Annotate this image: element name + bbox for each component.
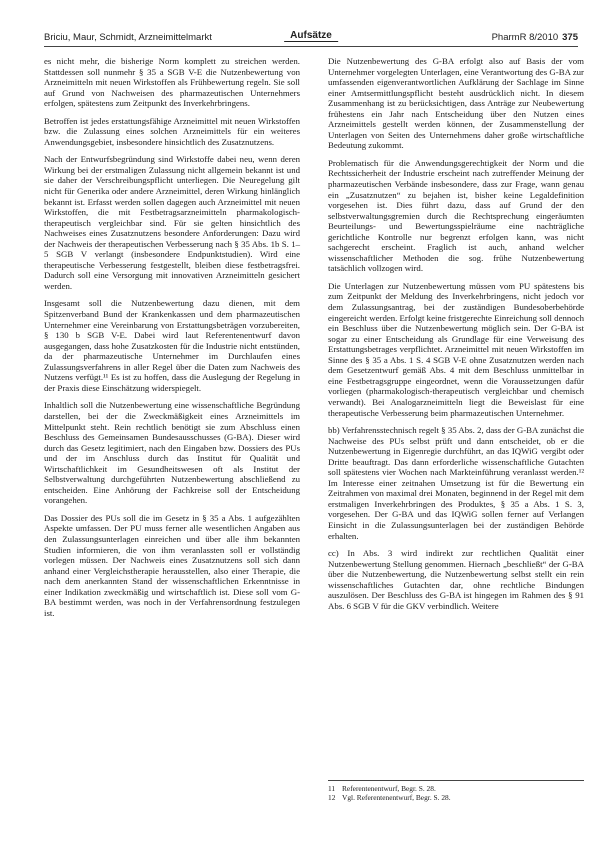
paragraph: Das Dossier des PUs soll die im Gesetz in § 35 a Abs. 1 aufgezählten Aspekte umfassen. Der PU muss ferner alle wesentlichen Angaben aus den Zulassungsunterlagen einreichen und über alle ihm bekannten Studien informieren, die von ihm veranlassten soll er vollständig vorlegen müssen. Der Nachweis eines Zusatznutzens soll sich dann anhand einer Vergleichstherapie herausstellen, also einer Therapie, die nach dem anerkannten Stand der wissenschaftlichen Erkenntnisse in einer Indikation zweckmäßig und wirtschaftlich ist. Diese soll vom G-BA bestimmt werden, was noch in der Verfahrensordnung festzulegen ist.	[44, 512, 300, 618]
paragraph: Die Unterlagen zur Nutzenbewertung müssen vom PU spätestens bis zum Zeitpunkt der Meldung des Inverkehrbringens, nicht jedoch vor dem Zulassungsantrag, bei der zuständigen Bundesoberbehörde eingereicht werden. Erfolgt keine fristgerechte Einreichung soll dennoch ein Beschluss über die Nutzenbewertung möglich sein. Der G-BA ist sogar zu einer Entscheidung als Grundlage für eine Verweisung des Erstattungsbetrages verpflichtet. Arzneimittel mit neuen Wirkstoffen im Sinne des § 35 a Abs. 1 S. 4 SGB V-E ohne Zusatznutzen werden nach dem Gesetzentwurf gemäß Abs. 4 mit dem Beschluss unmittelbar in eine Festbetragsgruppe eingeordnet, wenn die Voraussetzungen dafür vorliegen (pharmakologisch-therapeutisch vergleichbar und chemisch verwandt). Bei Analogarzneimitteln liegt die Beweislast für eine therapeutische Verbesserung beim pharmazeutischen Unternehmer.	[328, 280, 584, 418]
footnotes	[328, 780, 584, 803]
paragraph: cc) In Abs. 3 wird indirekt zur rechtlichen Qualität einer Nutzenbewertung Stellung genommen. Hiernach „beschließt“ der G-BA über die Nutzenbewertung, die Nutzenbewertung selbst stellt ein rein wissenschaftliches Gutachten dar, ohne rechtliche Bindungen auszulösen. Der Beschluss des G-BA ist hingegen im Rahmen des § 91 Abs. 6 SGB V für die GKV verbindlich. Weitere	[328, 548, 584, 611]
footnote-text: Referentenentwurf, Begr. S. 28.	[342, 784, 436, 793]
paragraph: Insgesamt soll die Nutzenbewertung dazu dienen, mit dem Spitzenverband Bund der Krankenkassen und dem pharmazeutischen Unternehmer eine Vereinbarung von Erstattungsbeträgen vorzubereiten, § 130 b SGB V-E. Dabei wird laut Referentenentwurf davon ausgegangen, dass hohe Zusatzkosten für die Industrie nicht entstünden, da der pharmazeutische Unternehmer im Durchlaufen eines Zulassungsverfahrens in aller Regel über die Daten zum Nachweis des Nutzens verfügt.¹¹ Es ist zu hoffen, dass die Auslegung der Regelung in der Praxis diese Einschätzung widerspiegelt.	[44, 298, 300, 393]
journal-issue: PharmR 8/2010	[491, 32, 559, 43]
paragraph: Problematisch für die Anwendungsgerechtigkeit der Norm und die Rechtssicherheit der Industrie erscheint nach zutreffender Meinung der pharmazeutischen Verbände insbesondere, dass zur Frage, wann genau ein „Zusatznutzen“ zu bejahen ist, bisher keine Legaldefinition vorgesehen ist. Dies führt dazu, dass auf Grund der den selbstverwaltungsgremien durch die Rechtsprechung eingeräumten Beurteilungs- und Bewertungsspielräume eine nachträgliche gerichtliche Kontrolle nur begrenzt erfolgen kann, was nicht sachgerecht erscheint. Fraglich ist auch, anhand welcher wissenschaftlicher Methoden die sog. frühe Nutzenbewertung tatsächlich vollzogen wird.	[328, 157, 584, 274]
paragraph: bb) Verfahrensstechnisch regelt § 35 Abs. 2, dass der G-BA zunächst die Nachweise des PUs selbst prüft und dann entscheidet, ob er die Nutzenbewertung in Eigenregie durchführt, an das IQWiG vergibt oder Dritte beauftragt. Das dann erforderliche wissenschaftliche Gutachten soll spätestens vier Wochen nach Markteinführung veranlasst werden.¹² Im Interesse einer zeitnahen Umsetzung ist für die Bewertung ein Zeitrahmen von maximal drei Monaten, beginnend in der Regel mit dem erstmaligen Inverkehrbringen des Produktes, § 35 a Abs. 1 S. 3, vorgesehen. Der G-BA und das IQWiG sollen ferner auf Verlangen Einsicht in die Zulassungsunterlagen bei der zuständigen Behörde erhalten.	[328, 425, 584, 541]
footnote-number: 12	[328, 793, 336, 803]
journal-reference	[492, 32, 578, 43]
running-header-authors: Briciu, Maur, Schmidt, Arzneimittelmarkt	[44, 32, 212, 43]
left-column	[44, 56, 300, 625]
footnote-text: Vgl. Referentenentwurf, Begr. S. 28.	[342, 793, 451, 803]
paragraph: Nach der Entwurfsbegründung sind Wirkstoffe dabei neu, wenn deren Wirkung bei der erstmaligen Zulassung nicht allgemein bekannt ist und sie daher der Verschreibungspflicht unterliegen. Die Neuregelung gilt nicht für Generika oder andere Arzneimittel, deren Wirkung hinlänglich bekannt ist. Erfasst werden sollen dagegen auch Arzneimittel mit neuen Wirkstoffen, die mit Festbetragsarzneimitteln pharmakologisch-therapeutisch vergleichbar sind. Für sie gelten hinsichtlich des Nachweises eines Zusatznutzens besondere Anforderungen: Dazu wird der Nachweis der therapeutischen Verbesserung nach § 35 Abs. 1b S. 1–5 SGB V verlangt (insbesondere Endpunktstudien). Wird eine therapeutische Verbesserung festgestellt, bleiben diese festbetragsfrei. Dadurch soll eine Versorgung mit innovativen Arzneimitteln gesichert werden.	[44, 154, 300, 291]
footnote	[328, 784, 584, 793]
page-number: 375	[562, 32, 578, 43]
footnote-number: 11	[328, 784, 336, 793]
header-rule	[44, 46, 578, 47]
right-column	[328, 56, 584, 618]
section-title: Aufsätze	[284, 30, 338, 42]
paragraph: es nicht mehr, die bisherige Norm komplett zu streichen werden. Stattdessen soll nunmehr § 35 a SGB V-E die Nutzenbewertung von Arzneimitteln mit neuen Wirkstoffen als Frühbewertung regeln. Sie soll auf Grund von Nachweisen des pharmazeutischen Unternehmers erfolgen, spätestens zum Zeitpunkt des Inverkehrbringens.	[44, 56, 300, 109]
paragraph: Die Nutzenbewertung des G-BA erfolgt also auf Basis der vom Unternehmer vorgelegten Unterlagen, eine Verantwortung des G-BA zur umfassenden eigenverantwortlichen Aufklärung der Sachlage im Sinne einer Amtsermittlungspflicht besteht ausdrücklich nicht. In diesem Zusammenhang ist zu berücksichtigen, dass Anträge zur Neubewertung frühestens ein Jahr nach Entscheidung über den Nutzen eines Arzneimittels gestellt werden können, der Zusammenstellung der Unterlagen von Seiten des Unternehmens daher große wirtschaftliche Bedeutung zukommt.	[328, 56, 584, 151]
paragraph: Inhaltlich soll die Nutzenbewertung eine wissenschaftliche Begründung darstellen, bei der die Zweckmäßigkeit eines Arzneimittels im Mittelpunkt steht. Rein rechtlich benötigt sie zum Abschluss einen Beschluss des Gemeinsamen Bundesausschusses (G-BA). Dieser wird durch das Gesetz legitimiert, nach den Eingaben bzw. Dossiers des PUs und der im Anschluss durch das Institut für Qualität und Wirtschaftlichkeit im Gesundheitswesen oft als Institut der Selbstverwaltung durchgeführten Nutzenbewertung abschließend zu entscheiden. Eine Anhörung der Fachkreise soll der Entscheidung vorangehen.	[44, 400, 300, 506]
footnote	[328, 793, 584, 802]
paragraph: Betroffen ist jedes erstattungsfähige Arzneimittel mit neuen Wirkstoffen bzw. die Zulassung eines solchen Arzneimittels für ein weiteres Anwendungsgebiet, insbesondere hinsichtlich des Zusatznutzens.	[44, 115, 300, 147]
